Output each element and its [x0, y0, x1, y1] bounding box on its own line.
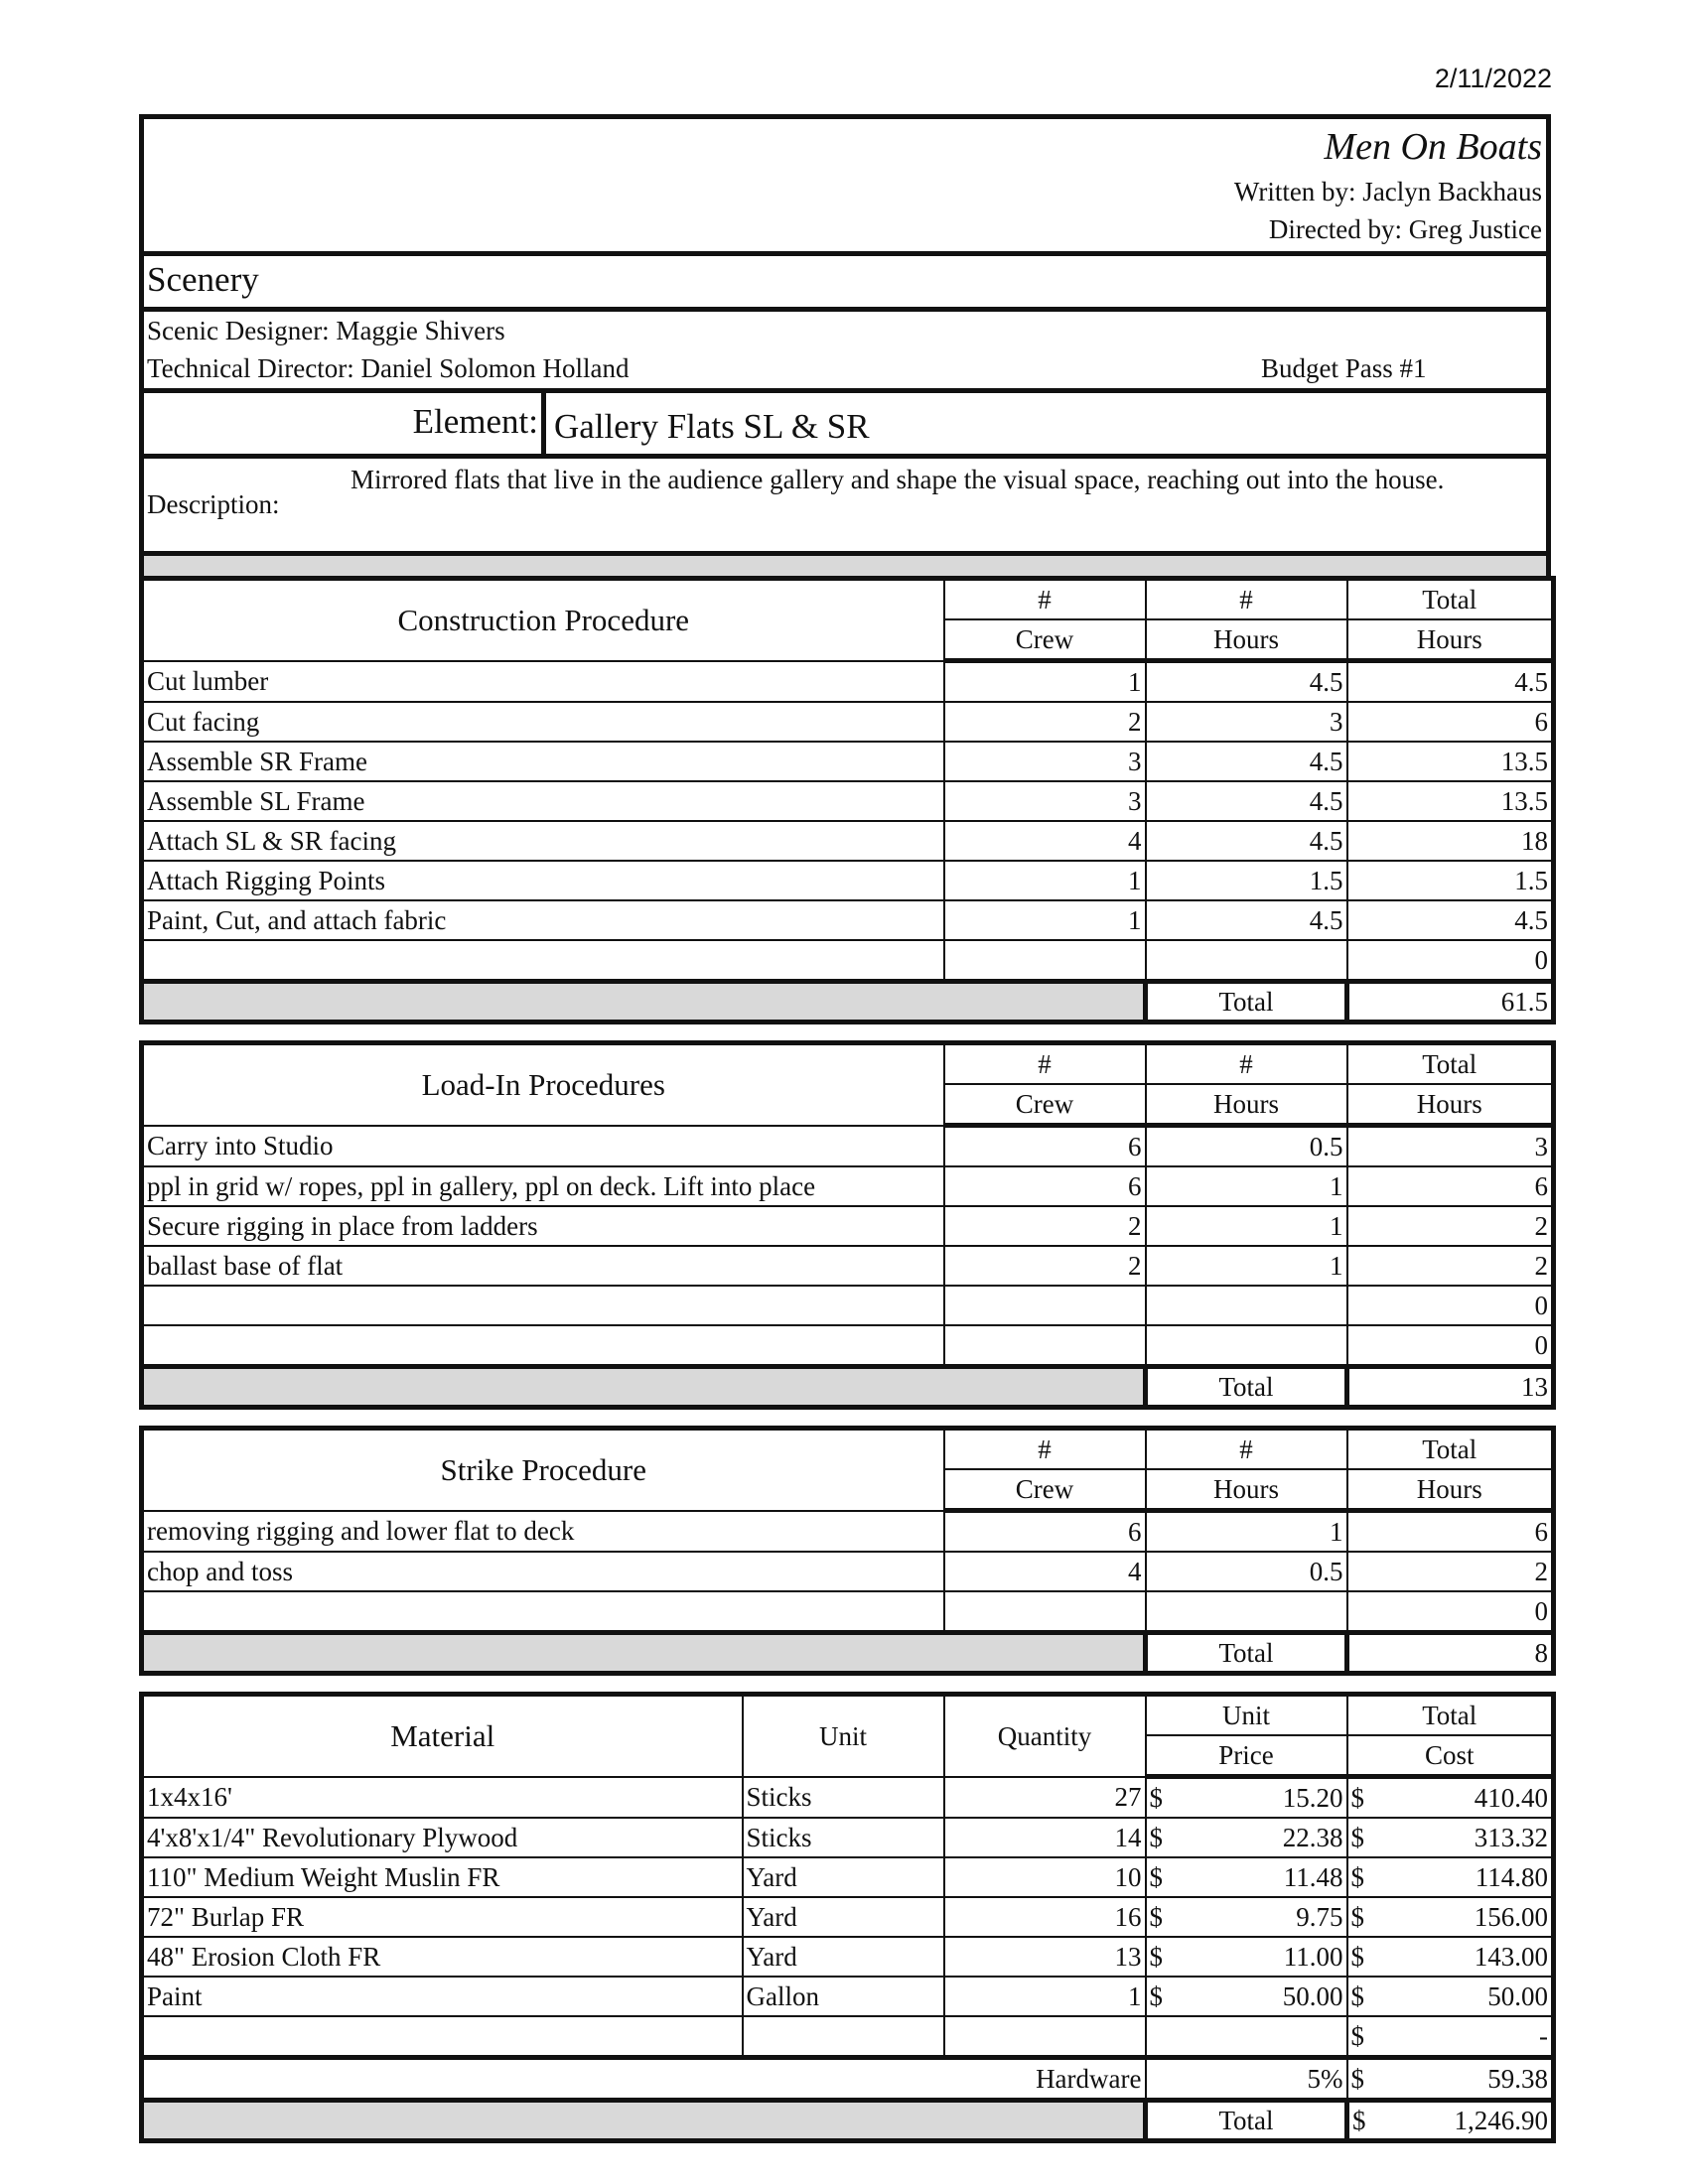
crew-count: 4 — [944, 1552, 1146, 1591]
crew-count: 6 — [944, 1511, 1146, 1553]
currency-symbol: $ — [1149, 1862, 1163, 1892]
table-row — [142, 821, 1554, 861]
total-cost-header-bottom: Cost — [1347, 1735, 1554, 1777]
quantity-header: Quantity — [944, 1695, 1146, 1777]
description-value: Mirrored flats that live in the audience gallery and shape the visual space, reaching out into the house. — [351, 465, 1445, 494]
element-row — [139, 388, 1551, 454]
table-row — [142, 702, 1554, 742]
loadin-section — [139, 1040, 1551, 1410]
total-hours: 6 — [1347, 702, 1554, 742]
hours-count: 4.5 — [1146, 821, 1347, 861]
total-hours: 13.5 — [1347, 781, 1554, 821]
procedure-task: ballast base of flat — [142, 1246, 944, 1286]
total-hours: 4.5 — [1347, 661, 1554, 703]
hardware-row — [142, 2058, 1554, 2101]
table-row — [142, 1937, 1554, 1977]
table-row — [142, 1591, 1554, 1633]
hours-count: 3 — [1146, 702, 1347, 742]
unit-price-header-top: Unit — [1146, 1695, 1347, 1736]
crew-count: 2 — [944, 1206, 1146, 1246]
procedure-task: Cut facing — [142, 702, 944, 742]
material-total-cost: $ - — [1347, 2016, 1554, 2058]
material-total-cost: $ 143.00 — [1347, 1937, 1554, 1977]
hours-count: 0.5 — [1146, 1552, 1347, 1591]
strike-section — [139, 1426, 1551, 1676]
material-quantity: 13 — [944, 1937, 1146, 1977]
crew-header: Crew — [944, 1084, 1146, 1126]
total-filler — [142, 1367, 1146, 1408]
print-date: 2/11/2022 — [1434, 64, 1552, 93]
procedure-task: Attach Rigging Points — [142, 861, 944, 900]
crew-header: Crew — [944, 1469, 1146, 1511]
total-hours: 0 — [1347, 940, 1554, 982]
material-unit: Yard — [743, 1857, 944, 1897]
materials-total-row — [142, 2101, 1554, 2141]
currency-symbol: $ — [1350, 1862, 1364, 1892]
materials-total: $ 1,246.90 — [1347, 2101, 1554, 2141]
table-row — [142, 1126, 1554, 1167]
table-row — [142, 1857, 1554, 1897]
crew-count — [944, 1286, 1146, 1325]
crew-count — [944, 1591, 1146, 1633]
table-row — [142, 1325, 1554, 1367]
crew-count: 1 — [944, 661, 1146, 703]
procedure-task — [142, 1591, 944, 1633]
procedure-task: removing rigging and lower flat to deck — [142, 1511, 944, 1553]
total-filler — [142, 1633, 1146, 1674]
table-row — [142, 2016, 1554, 2058]
procedure-task: Cut lumber — [142, 661, 944, 703]
total-hours-header: Hours — [1347, 1469, 1554, 1511]
unit-header: Unit — [743, 1695, 944, 1777]
procedure-task: Carry into Studio — [142, 1126, 944, 1167]
procedure-task: Attach SL & SR facing — [142, 821, 944, 861]
procedure-task: chop and toss — [142, 1552, 944, 1591]
material-total-cost: $ 114.80 — [1347, 1857, 1554, 1897]
material-name: 110" Medium Weight Muslin FR — [142, 1857, 743, 1897]
playwright-credit: Written by: Jaclyn Backhaus — [1233, 177, 1542, 206]
hours-header-top: # — [1146, 1043, 1347, 1085]
total-hours-header-top: Total — [1347, 1429, 1554, 1470]
total-hours: 18 — [1347, 821, 1554, 861]
crew-header-top: # — [944, 579, 1146, 620]
crew-count: 2 — [944, 702, 1146, 742]
table-row — [142, 1246, 1554, 1286]
total-hours-header-top: Total — [1347, 579, 1554, 620]
unit-price-header-bottom: Price — [1146, 1735, 1347, 1777]
currency-symbol: $ — [1350, 1981, 1364, 2011]
section-total: 13 — [1347, 1367, 1554, 1408]
show-header — [139, 114, 1551, 251]
procedure-task: Assemble SR Frame — [142, 742, 944, 781]
currency-symbol: $ — [1149, 1823, 1163, 1852]
materials-table — [139, 1692, 1556, 2143]
total-hours: 0 — [1347, 1286, 1554, 1325]
loadin-table — [139, 1040, 1556, 1410]
procedure-task — [142, 940, 944, 982]
table-row — [142, 1552, 1554, 1591]
construction-section — [139, 576, 1551, 1024]
hours-count — [1146, 1591, 1347, 1633]
material-quantity: 27 — [944, 1777, 1146, 1819]
table-row — [142, 940, 1554, 982]
material-quantity: 14 — [944, 1818, 1146, 1857]
table-row — [142, 1286, 1554, 1325]
table-row — [142, 1166, 1554, 1206]
hours-count: 4.5 — [1146, 742, 1347, 781]
currency-symbol: $ — [1350, 1783, 1364, 1813]
crew-count: 1 — [944, 861, 1146, 900]
material-name: 1x4x16' — [142, 1777, 743, 1819]
total-hours: 1.5 — [1347, 861, 1554, 900]
credits-block — [139, 307, 1551, 388]
crew-count: 4 — [944, 821, 1146, 861]
crew-count: 2 — [944, 1246, 1146, 1286]
crew-count: 6 — [944, 1126, 1146, 1167]
currency-symbol: $ — [1149, 1902, 1163, 1932]
currency-symbol: $ — [1350, 1942, 1364, 1972]
total-hours: 0 — [1347, 1325, 1554, 1367]
material-unit-price: $ 9.75 — [1146, 1897, 1347, 1937]
total-hours: 13.5 — [1347, 742, 1554, 781]
total-label: Total — [1146, 982, 1347, 1023]
element-label: Element: — [144, 393, 546, 454]
hours-header-top: # — [1146, 1429, 1347, 1470]
procedure-task — [142, 1286, 944, 1325]
material-name: 48" Erosion Cloth FR — [142, 1937, 743, 1977]
hardware-percent: 5% — [1146, 2058, 1347, 2101]
crew-header: Crew — [944, 619, 1146, 661]
loadin-title: Load-In Procedures — [142, 1043, 944, 1126]
table-row — [142, 1206, 1554, 1246]
currency-symbol: $ — [1350, 2021, 1364, 2051]
crew-count: 3 — [944, 742, 1146, 781]
technical-director: Technical Director: Daniel Solomon Holland — [147, 353, 630, 383]
total-hours: 2 — [1347, 1206, 1554, 1246]
section-total-row — [142, 1633, 1554, 1674]
currency-symbol: $ — [1149, 1783, 1163, 1813]
total-label: Total — [1146, 2101, 1347, 2141]
hours-count: 4.5 — [1146, 900, 1347, 940]
hours-count: 4.5 — [1146, 781, 1347, 821]
currency-symbol: $ — [1149, 1942, 1163, 1972]
total-label: Total — [1146, 1633, 1347, 1674]
section-total-row — [142, 982, 1554, 1023]
currency-symbol: $ — [1350, 1823, 1364, 1852]
procedure-task: Paint, Cut, and attach fabric — [142, 900, 944, 940]
show-title: Men On Boats — [1324, 126, 1542, 168]
material-unit: Sticks — [743, 1818, 944, 1857]
currency-symbol: $ — [1350, 1902, 1364, 1932]
section-total-row — [142, 1367, 1554, 1408]
table-row — [142, 1897, 1554, 1937]
material-unit: Yard — [743, 1937, 944, 1977]
material-total-cost: $ 156.00 — [1347, 1897, 1554, 1937]
hours-count: 1 — [1146, 1206, 1347, 1246]
crew-count: 3 — [944, 781, 1146, 821]
material-unit: Gallon — [743, 1977, 944, 2016]
procedure-task — [142, 1325, 944, 1367]
material-unit-price: $ 11.00 — [1146, 1937, 1347, 1977]
strike-table — [139, 1426, 1556, 1676]
total-filler — [142, 982, 1146, 1023]
hours-header: Hours — [1146, 1469, 1347, 1511]
total-hours: 2 — [1347, 1552, 1554, 1591]
table-row — [142, 781, 1554, 821]
total-hours: 4.5 — [1347, 900, 1554, 940]
hours-count: 4.5 — [1146, 661, 1347, 703]
material-name: 4'x8'x1/4" Revolutionary Plywood — [142, 1818, 743, 1857]
material-quantity — [944, 2016, 1146, 2058]
table-row — [142, 661, 1554, 703]
total-hours: 2 — [1347, 1246, 1554, 1286]
section-total: 8 — [1347, 1633, 1554, 1674]
total-hours-header-top: Total — [1347, 1043, 1554, 1085]
material-total-cost: $ 313.32 — [1347, 1818, 1554, 1857]
crew-count — [944, 1325, 1146, 1367]
director-credit: Directed by: Greg Justice — [1268, 214, 1542, 244]
hours-count: 1 — [1146, 1166, 1347, 1206]
total-cost-header-top: Total — [1347, 1695, 1554, 1736]
construction-table — [139, 576, 1556, 1024]
total-hours: 0 — [1347, 1591, 1554, 1633]
total-hours-header: Hours — [1347, 1084, 1554, 1126]
budget-sheet — [139, 114, 1551, 2143]
hours-count — [1146, 940, 1347, 982]
crew-header-top: # — [944, 1429, 1146, 1470]
currency-symbol: $ — [1352, 2106, 1366, 2135]
currency-symbol: $ — [1149, 1981, 1163, 2011]
total-label: Total — [1146, 1367, 1347, 1408]
material-unit-price: $ 11.48 — [1146, 1857, 1347, 1897]
hours-header: Hours — [1146, 619, 1347, 661]
element-value: Gallery Flats SL & SR — [554, 407, 870, 446]
material-name: Paint — [142, 1977, 743, 2016]
hours-count — [1146, 1325, 1347, 1367]
material-unit-price: $ 15.20 — [1146, 1777, 1347, 1819]
scenic-designer: Scenic Designer: Maggie Shivers — [147, 316, 505, 345]
table-row — [142, 1818, 1554, 1857]
hours-count: 1.5 — [1146, 861, 1347, 900]
table-row — [142, 1511, 1554, 1553]
material-quantity: 1 — [944, 1977, 1146, 2016]
description-row — [139, 454, 1551, 551]
description-label: Description: — [147, 489, 280, 519]
table-row — [142, 1977, 1554, 2016]
material-unit — [743, 2016, 944, 2058]
material-header: Material — [142, 1695, 743, 1777]
section-total: 61.5 — [1347, 982, 1554, 1023]
table-row — [142, 861, 1554, 900]
procedure-task: Secure rigging in place from ladders — [142, 1206, 944, 1246]
material-quantity: 16 — [944, 1897, 1146, 1937]
table-row — [142, 1777, 1554, 1819]
hardware-cost: $ 59.38 — [1347, 2058, 1554, 2101]
crew-count — [944, 940, 1146, 982]
total-filler — [142, 2101, 1146, 2141]
hours-count: 1 — [1146, 1246, 1347, 1286]
table-row — [142, 900, 1554, 940]
material-unit-price: $ 22.38 — [1146, 1818, 1347, 1857]
crew-header-top: # — [944, 1043, 1146, 1085]
crew-count: 6 — [944, 1166, 1146, 1206]
material-unit-price: $ 50.00 — [1146, 1977, 1347, 2016]
material-name: 72" Burlap FR — [142, 1897, 743, 1937]
budget-pass: Budget Pass #1 — [1261, 353, 1427, 383]
hours-count — [1146, 1286, 1347, 1325]
material-quantity: 10 — [944, 1857, 1146, 1897]
hours-header: Hours — [1146, 1084, 1347, 1126]
procedure-task: Assemble SL Frame — [142, 781, 944, 821]
strike-title: Strike Procedure — [142, 1429, 944, 1511]
material-total-cost: $ 410.40 — [1347, 1777, 1554, 1819]
total-hours: 6 — [1347, 1166, 1554, 1206]
total-hours: 6 — [1347, 1511, 1554, 1553]
material-name — [142, 2016, 743, 2058]
material-unit: Yard — [743, 1897, 944, 1937]
total-hours: 3 — [1347, 1126, 1554, 1167]
total-hours-header: Hours — [1347, 619, 1554, 661]
material-total-cost: $ 50.00 — [1347, 1977, 1554, 2016]
hours-count: 1 — [1146, 1511, 1347, 1553]
department-title: Scenery — [139, 251, 1551, 307]
gray-separator — [139, 551, 1551, 576]
hardware-label: Hardware — [142, 2058, 1146, 2101]
hours-header-top: # — [1146, 579, 1347, 620]
construction-title: Construction Procedure — [142, 579, 944, 661]
material-unit-price — [1146, 2016, 1347, 2058]
crew-count: 1 — [944, 900, 1146, 940]
hours-count: 0.5 — [1146, 1126, 1347, 1167]
material-unit: Sticks — [743, 1777, 944, 1819]
procedure-task: ppl in grid w/ ropes, ppl in gallery, ppl on deck. Lift into place — [142, 1166, 944, 1206]
table-row — [142, 742, 1554, 781]
currency-symbol: $ — [1350, 2064, 1364, 2094]
